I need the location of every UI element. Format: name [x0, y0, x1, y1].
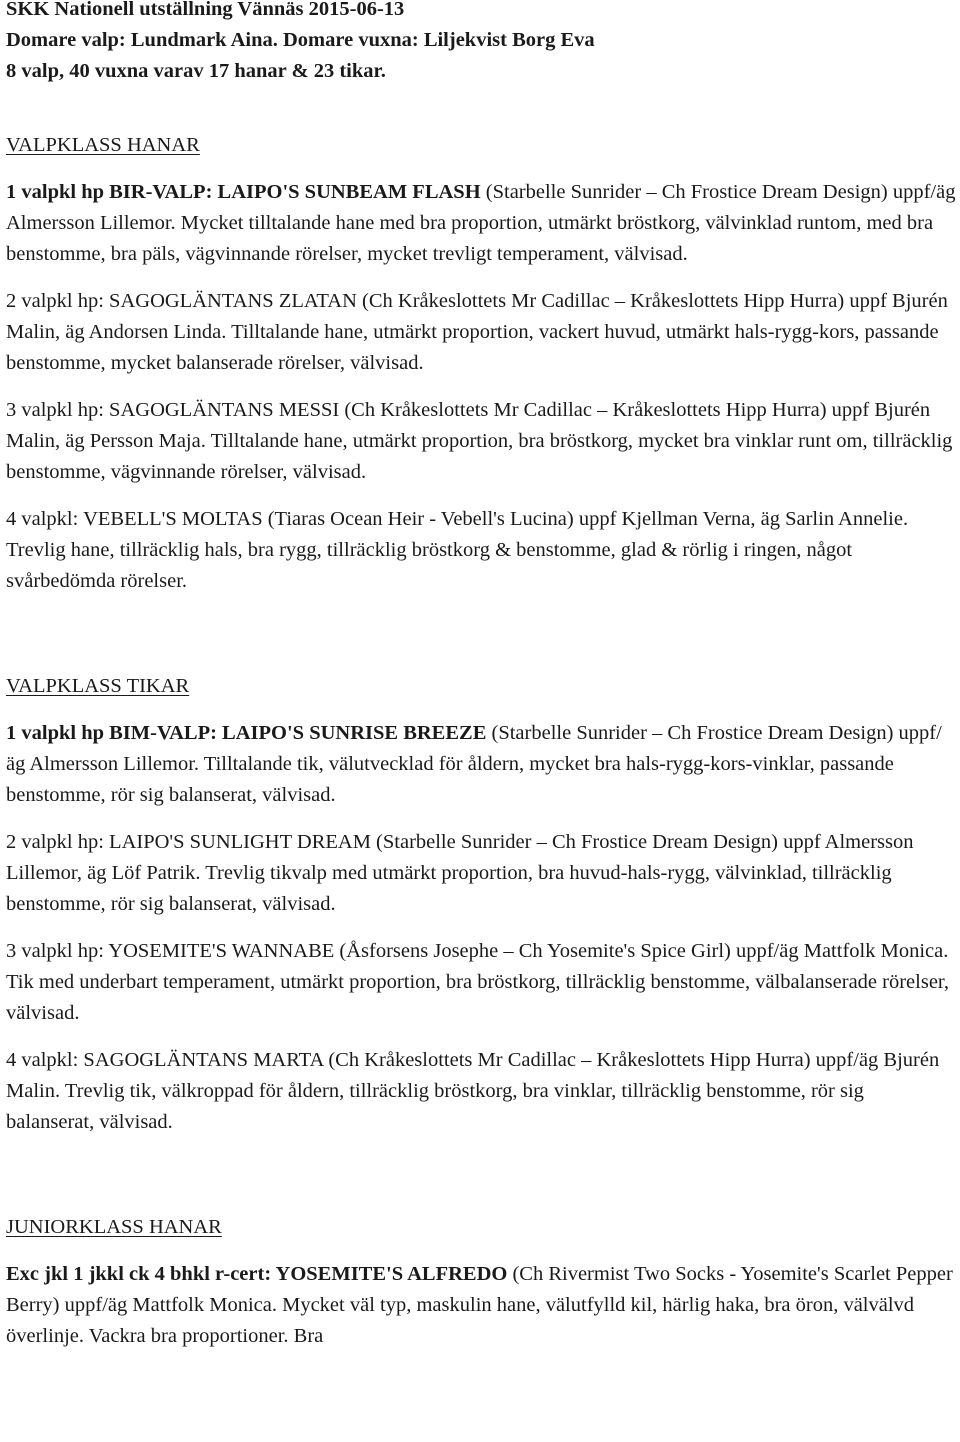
- result-entry: [6, 177, 956, 270]
- entry-text: (Starbelle Sunrider – Ch Frostice Dream Design) uppf/äg Almersson Lillemor. Tilltalande tik, välutvecklad för åldern, mycket bra hals-rygg-kors-vinklar, passande benstomme, rör sig balanserat, välvisad.: [6, 722, 942, 806]
- entry-award: 1 valpkl hp BIM-VALP: LAIPO'S SUNRISE BREEZE: [6, 722, 487, 744]
- result-entry: [6, 1045, 956, 1138]
- result-entry: [6, 718, 956, 811]
- result-entry: [6, 395, 956, 488]
- section-title-valpklass-hanar: VALPKLASS HANAR: [6, 134, 200, 156]
- result-entry: [6, 827, 956, 920]
- entry-award: Exc jkl 1 jkkl ck 4 bhkl r-cert: YOSEMITE'S ALFREDO: [6, 1263, 508, 1285]
- entry-count-line: 8 valp, 40 vuxna varav 17 hanar & 23 tikar.: [6, 60, 386, 82]
- result-entry: [6, 504, 956, 597]
- entry-text: 2 valpkl hp: SAGOGLÄNTANS ZLATAN (Ch Kråkeslottets Mr Cadillac – Kråkeslottets Hipp Hurra) uppf Bjurén Malin, äg Andorsen Linda. Tilltalande hane, utmärkt proportion, vackert huvud, utmärkt hals-rygg-kors, passande benstomme, mycket balanserade rörelser, välvisad.: [6, 290, 948, 374]
- entry-text: 4 valpkl: VEBELL'S MOLTAS (Tiaras Ocean Heir - Vebell's Lucina) uppf Kjellman Verna, äg Sarlin Annelie. Trevlig hane, tillräcklig hals, bra rygg, tillräcklig bröstkorg & benstomme, glad & rörlig i ringen, något svårbedömda rörelser.: [6, 508, 909, 592]
- entry-text: 3 valpkl hp: YOSEMITE'S WANNABE (Åsforsens Josephe – Ch Yosemite's Spice Girl) uppf/äg Mattfolk Monica. Tik med underbart temperament, utmärkt proportion, bra bröstkorg, tillräcklig benstomme, välbalanserade rörelser, välvisad.: [6, 940, 950, 1024]
- entry-text: 3 valpkl hp: SAGOGLÄNTANS MESSI (Ch Kråkeslottets Mr Cadillac – Kråkeslottets Hipp Hurra) uppf Bjurén Malin, äg Persson Maja. Tilltalande hane, utmärkt proportion, bra bröstkorg, mycket bra vinklar runt om, tillräcklig benstomme, vägvinnande rörelser, välvisad.: [6, 399, 953, 483]
- document: [6, 0, 956, 1352]
- section-title-juniorklass-hanar: JUNIORKLASS HANAR: [6, 1216, 222, 1238]
- entry-text: 4 valpkl: SAGOGLÄNTANS MARTA (Ch Kråkeslottets Mr Cadillac – Kråkeslottets Hipp Hurra) uppf/äg Bjurén Malin. Trevlig tik, välkroppad för åldern, tillräcklig bröstkorg, bra vinklar, tillräcklig benstomme, rör sig balanserat, välvisad.: [6, 1049, 940, 1133]
- entry-text: (Ch Rivermist Two Socks - Yosemite's Scarlet Pepper Berry) uppf/äg Mattfolk Monica. Mycket väl typ, maskulin hane, välutfylld kil, härlig haka, bra öron, välvälvd överlinje. Vackra bra proportioner. Bra: [6, 1263, 953, 1347]
- entry-text: (Starbelle Sunrider – Ch Frostice Dream Design) uppf/äg Almersson Lillemor. Mycket tilltalande hane med bra proportion, utmärkt bröstkorg, välvinklad runtom, med bra benstomme, bra päls, vägvinnande rörelser, mycket trevligt temperament, välvisad.: [6, 181, 956, 265]
- result-entry: [6, 286, 956, 379]
- entry-text: 2 valpkl hp: LAIPO'S SUNLIGHT DREAM (Starbelle Sunrider – Ch Frostice Dream Design) uppf Almersson Lillemor, äg Löf Patrik. Trevlig tikvalp med utmärkt proportion, bra huvud-hals-rygg, välvinklad, tillräcklig benstomme, rör sig balanserat, välvisad.: [6, 831, 914, 915]
- judges-line: Domare valp: Lundmark Aina. Domare vuxna: Liljekvist Borg Eva: [6, 29, 595, 51]
- section-title-valpklass-tikar: VALPKLASS TIKAR: [6, 675, 190, 697]
- result-entry: [6, 936, 956, 1029]
- document-title: SKK Nationell utställning Vännäs 2015-06-13: [6, 0, 405, 20]
- entry-award: 1 valpkl hp BIR-VALP: LAIPO'S SUNBEAM FLASH: [6, 181, 481, 203]
- result-entry: [6, 1259, 956, 1352]
